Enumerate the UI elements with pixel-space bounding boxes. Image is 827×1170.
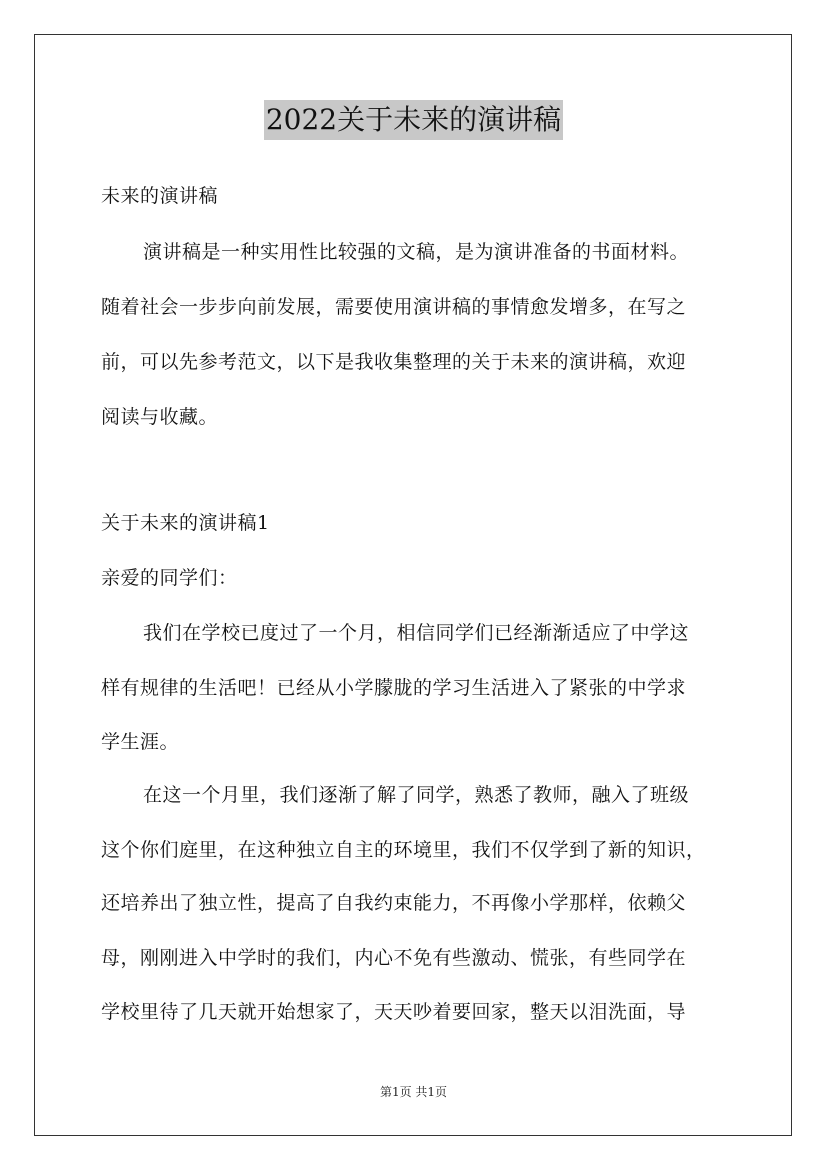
page-footer: 第1页 共1页 (379, 1085, 448, 1099)
subtitle-line: 未来的演讲稿 (101, 185, 219, 207)
paragraph-line: 母，刚刚进入中学时的我们，内心不免有些激动、慌张，有些同学在 (101, 947, 687, 969)
title-container (0, 100, 827, 140)
paragraph-line: 随着社会一步步向前发展，需要使用演讲稿的事情愈发增多，在写之 (101, 296, 687, 318)
paragraph-line: 我们在学校已度过了一个月，相信同学们已经渐渐适应了中学这 (143, 622, 690, 644)
salutation: 亲爱的同学们： (101, 567, 238, 589)
paragraph-line: 这个你们庭里，在这种独立自主的环境里，我们不仅学到了新的知识， (101, 839, 706, 861)
document-title: 2022关于未来的演讲稿 (264, 100, 563, 140)
paragraph-line: 在这一个月里，我们逐渐了解了同学，熟悉了教师，融入了班级 (143, 784, 690, 806)
section-heading: 关于未来的演讲稿1 (101, 512, 270, 534)
paragraph-line: 阅读与收藏。 (101, 406, 219, 428)
paragraph-line: 样有规律的生活吧！已经从小学朦胧的学习生活进入了紧张的中学求 (101, 677, 687, 699)
paragraph-line: 演讲稿是一种实用性比较强的文稿，是为演讲准备的书面材料。 (143, 241, 690, 263)
paragraph-line: 还培养出了独立性，提高了自我约束能力，不再像小学那样，依赖父 (101, 892, 687, 914)
paragraph-line: 学生涯。 (101, 731, 180, 753)
paragraph-line: 前，可以先参考范文，以下是我收集整理的关于未来的演讲稿，欢迎 (101, 351, 687, 373)
paragraph-line: 学校里待了几天就开始想家了，天天吵着要回家，整天以泪洗面，导 (101, 1001, 687, 1023)
